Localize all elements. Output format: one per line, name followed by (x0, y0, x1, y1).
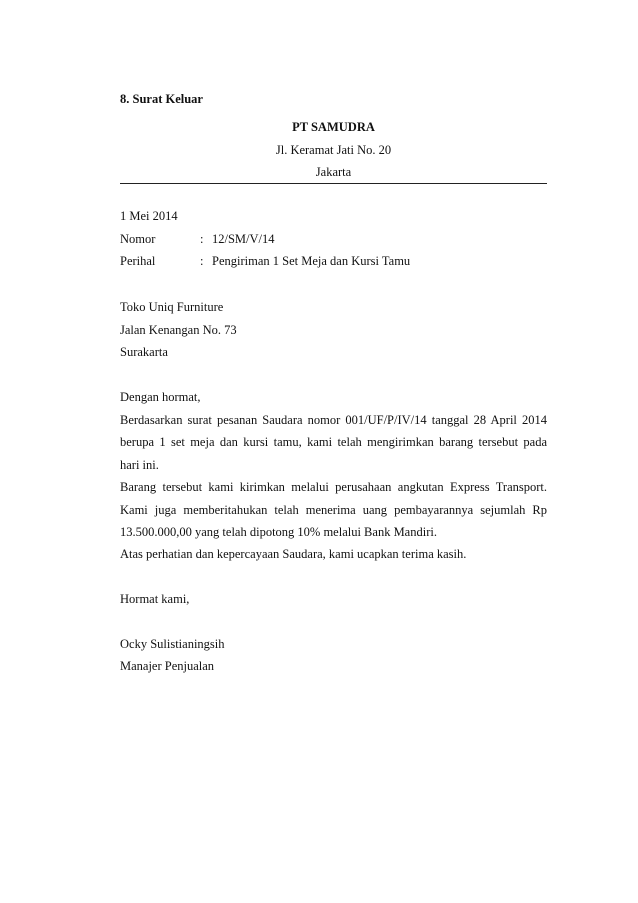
nomor-value: 12/SM/V/14 (212, 232, 275, 246)
body-p2-line1: Barang tersebut kami kirimkan melalui perusahaan angkutan Express Transport. (120, 480, 547, 494)
salutation: Dengan hormat, (120, 390, 201, 404)
letterhead-city: Jakarta (315, 165, 352, 179)
signatory-name: Ocky Sulistianingsih (120, 637, 225, 651)
nomor-label: Nomor (120, 232, 156, 246)
body-p3-line1: Atas perhatian dan kepercayaan Saudara, kami ucapkan terima kasih. (120, 547, 467, 561)
letterhead-address: Jl. Keramat Jati No. 20 (275, 143, 392, 157)
nomor-separator: : (200, 232, 204, 246)
recipient-name: Toko Uniq Furniture (120, 300, 224, 314)
body-p2-line3: 13.500.000,00 yang telah dipotong 10% melalui Bank Mandiri. (120, 525, 437, 539)
body-p1-line2: berupa 1 set meja dan kursi tamu, kami telah mengirimkan barang tersebut pada (120, 435, 547, 449)
body-p1-line3: hari ini. (120, 458, 159, 472)
closing: Hormat kami, (120, 592, 190, 606)
perihal-value: Pengiriman 1 Set Meja dan Kursi Tamu (212, 254, 411, 268)
body-p2-line2: Kami juga memberitahukan telah menerima uang pembayarannya sejumlah Rp (120, 503, 547, 517)
letterhead-company: PT SAMUDRA (292, 120, 375, 134)
section-heading: 8. Surat Keluar (120, 92, 203, 106)
perihal-separator: : (200, 254, 204, 268)
recipient-city: Surakarta (120, 345, 168, 359)
letterhead-divider (120, 183, 547, 184)
perihal-label: Perihal (120, 254, 156, 268)
recipient-street: Jalan Kenangan No. 73 (120, 323, 237, 337)
signatory-title: Manajer Penjualan (120, 659, 215, 673)
body-p1-line1: Berdasarkan surat pesanan Saudara nomor 001/UF/P/IV/14 tanggal 28 April 2014 (120, 413, 547, 427)
letter-date: 1 Mei 2014 (120, 209, 178, 223)
